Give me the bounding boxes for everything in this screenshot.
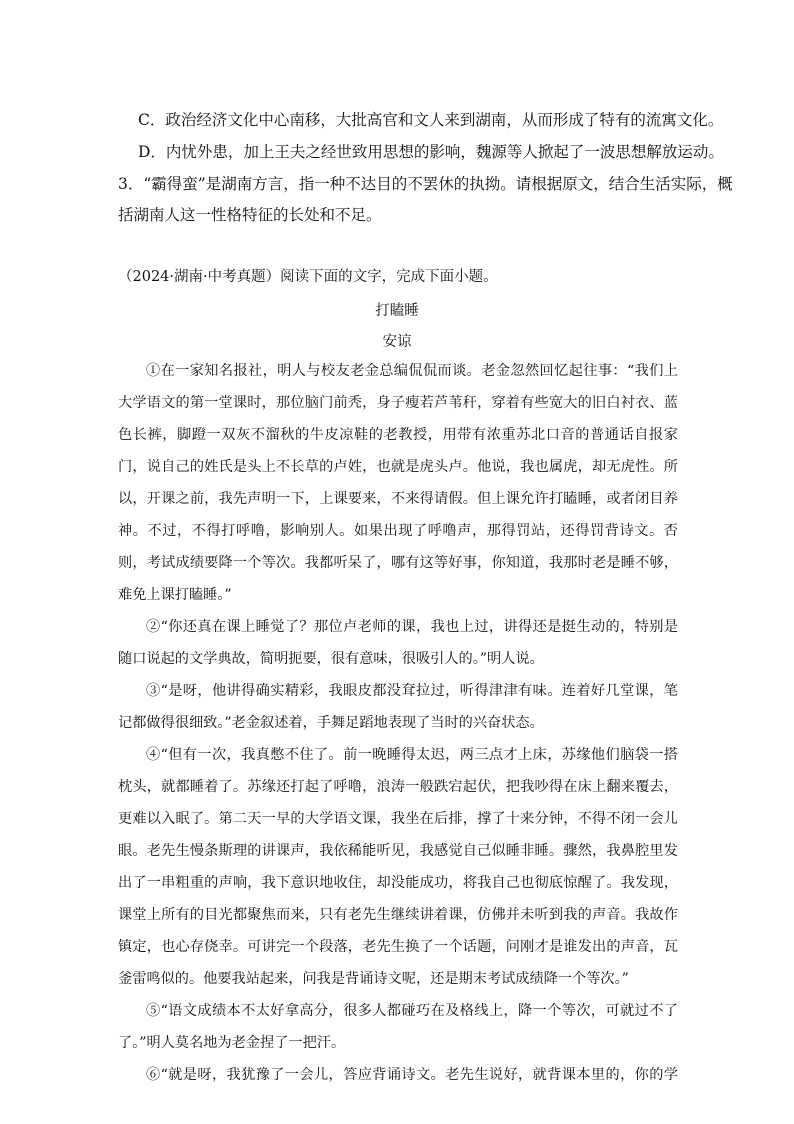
article-author: 安谅 <box>382 334 412 350</box>
question-3-line-2: 括湖南人这一性格特征的长处和不足。 <box>118 206 382 224</box>
option-d: D．内忧外患，加上王夫之经世致用思想的影响，魏源等人掀起了一波思想解放运动。 <box>138 143 724 161</box>
option-c: C．政治经济文化中心南移，大批高官和文人来到湖南，从而形成了特有的流寓文化。 <box>138 111 724 129</box>
paragraph-2: ②“你还真在课上睡觉了？那位卢老师的课，我也上过，讲得还是挺生动的，特别是随口说起的文学典故，简明扼要，很有意味，很吸引人的。”明人说。 <box>118 619 678 667</box>
source-note: （2024·湖南·中考真题）阅读下面的文字，完成下面小题。 <box>118 269 498 285</box>
paragraph-6: ⑥“就是呀，我犹豫了一会儿，答应背诵诗文。老先生说好，就背课本里的，你的学 <box>146 1067 678 1083</box>
question-3-line-1: 3．“霸得蛮”是湖南方言，指一种不达目的不罢休的执拗。请根据原文，结合生活实际，概 <box>118 175 733 193</box>
paragraph-1: ①在一家知名报社，明人与校友老金总编侃侃而谈。老金忽然回忆起往事：“我们上大学语文的第一堂课时，那位脑门前秃，身子瘦若芦苇秆，穿着有些宽大的旧白衬衣、蓝色长裤，脚蹬一双灰不溜秋的牛皮凉鞋的老教授，用带有浓重苏北口音的普通话自报家门，说自己的姓氏是头上不长草的卢姓，也就是虎头卢。他说，我也属虎，却无虎性。所以，开课之前，我先声明一下，上课要来，不来得请假。但上课允许打瞌睡，或者闭目养神。不过，不得打呼噜，影响别人。如果出现了呼噜声，那得罚站，还得罚背诗文。否则，考试成绩要降一个等次。我都听呆了，哪有这等好事，你知道，我那时老是睡不够，难免上课打瞌睡。” <box>118 363 678 603</box>
article-title: 打瞌睡 <box>375 303 419 319</box>
article-body <box>118 355 678 1091</box>
paragraph-5: ⑤“语文成绩本不太好拿高分，很多人都碰巧在及格线上，降一个等次，可就过不了了。”明人莫名地为老金捏了一把汗。 <box>118 1003 678 1051</box>
paragraph-4: ④“但有一次，我真憋不住了。前一晚睡得太迟，两三点才上床，苏缘他们脑袋一搭枕头，就都睡着了。苏缘还打起了呼噜，浪涛一般跌宕起伏，把我吵得在床上翻来覆去，更难以入眠了。第二天一早的大学语文课，我坐在后排，撑了十来分钟，不得不闭一会儿眼。老先生慢条斯理的讲课声，我依稀能听见，我感觉自己似睡非睡。骤然，我鼻腔里发出了一串粗重的声响，我下意识地收住，却没能成功，将我自己也彻底惊醒了。我发现，课堂上所有的目光都聚焦而来，只有老先生继续讲着课，仿佛并未听到我的声音。我故作镇定，也心存侥幸。可讲完一个段落，老先生换了一个话题，问刚才是谁发出的声音，瓦釜雷鸣似的。他要我站起来，问我是背诵诗文呢，还是期末考试成绩降一个等次。” <box>118 747 678 987</box>
paragraph-3: ③“是呀，他讲得确实精彩，我眼皮都没耷拉过，听得津津有味。连着好几堂课，笔记都做得很细致。”老金叙述着，手舞足蹈地表现了当时的兴奋状态。 <box>118 683 678 731</box>
